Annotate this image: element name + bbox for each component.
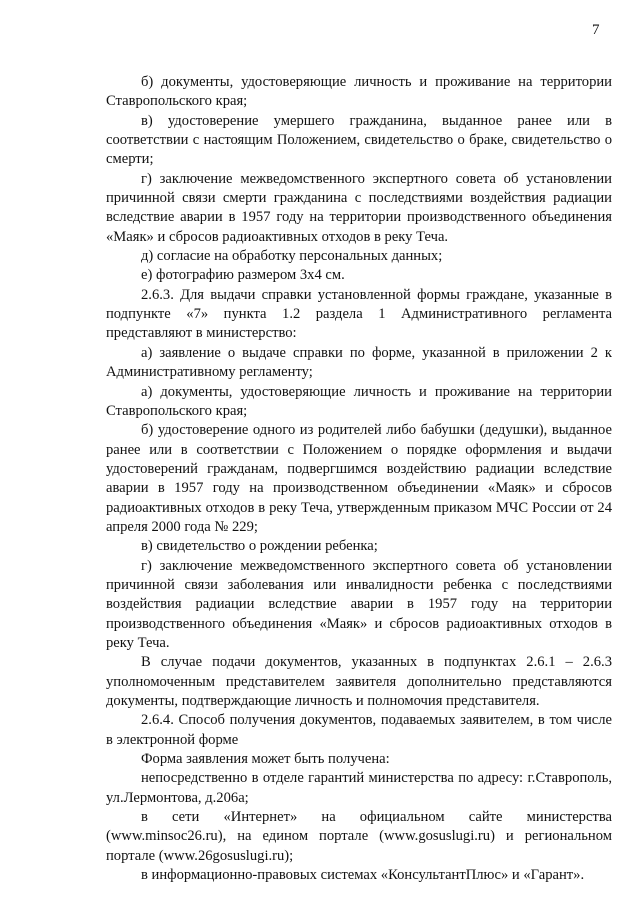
page-number: 7 bbox=[592, 22, 600, 38]
paragraph: а) документы, удостоверяющие личность и проживание на территории Ставропольского края; bbox=[106, 383, 612, 419]
paragraph: 2.6.3. Для выдачи справки установленной формы граждане, указанные в подпункте «7» пункта 1.2 раздела 1 Административного регламента представляют в министерство: bbox=[106, 286, 612, 342]
paragraph: е) фотографию размером 3х4 см. bbox=[141, 267, 345, 284]
paragraph: д) согласие на обработку персональных данных; bbox=[141, 248, 443, 265]
paragraph: б) документы, удостоверяющие личность и проживание на территории Ставропольского края; bbox=[106, 74, 612, 110]
paragraph: в) свидетельство о рождении ребенка; bbox=[141, 538, 378, 555]
paragraph: в сети «Интернет» на официальном сайте министерства (www.minsoc26.ru), на едином портале (www.gosuslugi.ru) и региональном портале (www.26gosuslugi.ru); bbox=[106, 809, 612, 864]
paragraph: г) заключение межведомственного экспертного совета об установлении причинной связи смерти гражданина с последствиями воздействия радиации вследствие аварии в 1957 году на территории производственного объединения «Маяк» и сбросов радиоактивных отходов в реку Теча. bbox=[106, 170, 612, 245]
paragraph: б) удостоверение одного из родителей либо бабушки (дедушки), выданное ранее или в соответствии с Положением о порядке оформления и выдачи удостоверений гражданам, подвергшимся воздействию радиации вследствие аварии в 1957 году на производственном объединении «Маяк» и сбросов радиоактивных отходов в реку Теча, утвержденным приказом МЧС России от 24 апреля 2000 года № 229; bbox=[106, 422, 612, 535]
paragraph: Форма заявления может быть получена: bbox=[141, 751, 390, 768]
paragraph: в информационно-правовых системах «КонсультантПлюс» и «Гарант». bbox=[141, 867, 585, 884]
paragraph: В случае подачи документов, указанных в подпунктах 2.6.1 – 2.6.3 уполномоченным представителем заявителя дополнительно представляются документы, подтверждающие личность и полномочия представителя. bbox=[106, 654, 612, 709]
document-body bbox=[106, 73, 612, 885]
paragraph: 2.6.4. Способ получения документов, подаваемых заявителем, в том числе в электронной форме bbox=[106, 712, 612, 748]
paragraph: а) заявление о выдаче справки по форме, указанной в приложении 2 к Административному регламенту; bbox=[106, 344, 612, 381]
paragraph: в) удостоверение умершего гражданина, выданное ранее или в соответствии с настоящим Положением, свидетельство о браке, свидетельство о смерти; bbox=[106, 112, 612, 168]
paragraph: непосредственно в отделе гарантий министерства по адресу: г.Ставрополь, ул.Лермонтова, д.206а; bbox=[106, 770, 612, 806]
paragraph: г) заключение межведомственного экспертного совета об установлении причинной связи заболевания или инвалидности ребенка с последствиями воздействия радиации вследствие аварии в 1957 году на территории производственного объединения «Маяк» и сбросов радиоактивных отходов в реку Теча. bbox=[106, 557, 612, 651]
